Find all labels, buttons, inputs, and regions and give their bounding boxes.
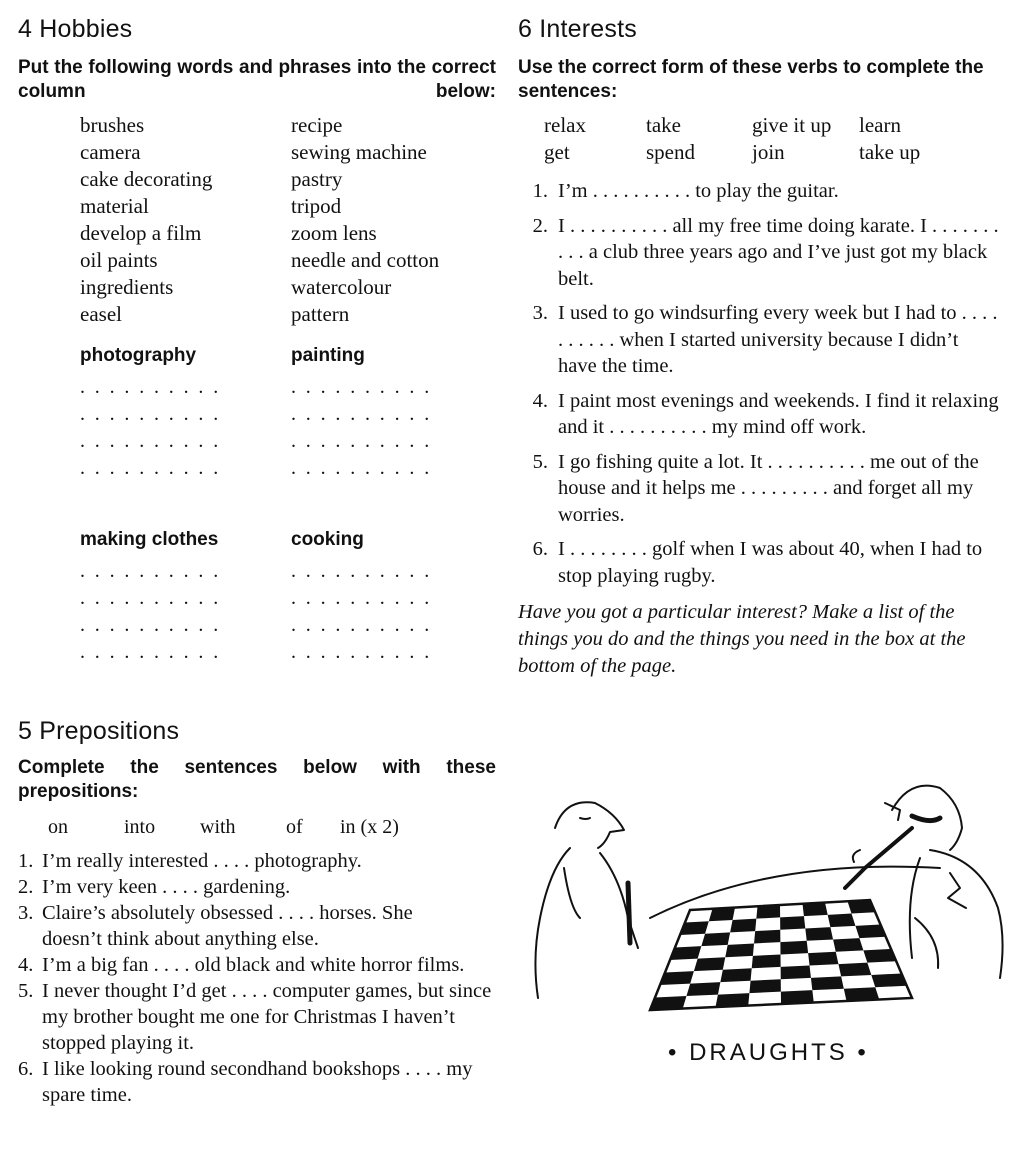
closing-prompt: Have you got a particular interest? Make a list of the things you do and the things you need in the box at the bottom of the page. bbox=[518, 601, 966, 677]
preposition-word: with bbox=[200, 816, 236, 838]
draughts-drawing bbox=[520, 758, 1010, 1088]
sentence-text: I never thought I’d get . . . . computer games, but since my brother bought me one for Christmas I haven’t stopped playing it. bbox=[42, 980, 492, 1054]
word-item: develop a film bbox=[80, 221, 202, 245]
category-cooking bbox=[291, 526, 432, 666]
board-square bbox=[720, 968, 751, 982]
word-item: needle and cotton bbox=[291, 248, 440, 272]
board-square bbox=[805, 927, 833, 941]
sentence-item bbox=[518, 388, 1000, 441]
word-item: ingredients bbox=[80, 275, 174, 299]
board-square bbox=[694, 957, 725, 971]
hobbies-word-list bbox=[18, 112, 496, 330]
word-column-1 bbox=[80, 112, 212, 328]
word-item: sewing machine bbox=[291, 140, 427, 164]
board-square bbox=[838, 963, 871, 977]
word-item: zoom lens bbox=[291, 221, 377, 245]
sentence-text: I paint most evenings and weekends. I find it relaxing and it . . . . . . . . . . my mind off work. bbox=[558, 389, 999, 438]
answer-blank[interactable]: . . . . . . . . . . bbox=[80, 403, 221, 425]
sentence-number: 4. bbox=[532, 389, 548, 412]
board-square bbox=[754, 930, 780, 944]
right-column bbox=[518, 0, 1000, 680]
draughts-illustration bbox=[520, 758, 1010, 1088]
sentence-item bbox=[18, 978, 496, 1056]
board-square bbox=[730, 919, 756, 933]
verb-word: join bbox=[752, 140, 785, 164]
board-square bbox=[844, 987, 879, 1001]
sentence-item bbox=[518, 178, 1000, 205]
board-square bbox=[749, 979, 780, 993]
board-square bbox=[871, 974, 906, 988]
answer-blank[interactable]: . . . . . . . . . . bbox=[291, 560, 432, 582]
board-square bbox=[780, 916, 805, 930]
board-square bbox=[686, 982, 720, 996]
answer-blank[interactable]: . . . . . . . . . . bbox=[80, 457, 221, 479]
sentence-text: I’m really interested . . . . photography. bbox=[42, 850, 362, 872]
sentence-number: 2. bbox=[532, 214, 548, 237]
word-item: material bbox=[80, 194, 149, 218]
preposition-sentences bbox=[18, 848, 496, 1108]
sentence-text: I go fishing quite a lot. It . . . . . . . . . . me out of the house and it helps me . . . . . . . . . and forget all my worries. bbox=[558, 450, 979, 526]
sentence-item bbox=[518, 213, 1000, 293]
board-square bbox=[811, 976, 844, 990]
sentence-number: 1. bbox=[532, 180, 548, 202]
sentence-item bbox=[518, 300, 1000, 380]
illustration-caption: • DRAUGHTS • bbox=[668, 1039, 869, 1066]
word-item: pastry bbox=[291, 167, 343, 191]
board-square bbox=[701, 932, 730, 946]
sentence-number: 3. bbox=[532, 302, 548, 324]
category-heading: painting bbox=[291, 345, 365, 366]
sentence-text: I . . . . . . . . golf when I was about 40, when I had to stop playing rugby. bbox=[558, 538, 983, 587]
answer-blank[interactable]: . . . . . . . . . . bbox=[291, 614, 432, 636]
section-5-instruction: Complete the sentences below with these prepositions: bbox=[18, 757, 496, 802]
word-item: watercolour bbox=[291, 275, 392, 299]
verb-word: relax bbox=[544, 113, 586, 137]
sentence-number: 6. bbox=[532, 538, 548, 560]
answer-blank[interactable]: . . . . . . . . . . bbox=[291, 403, 432, 425]
sentence-item bbox=[518, 536, 1000, 589]
sentence-number: 5. bbox=[18, 980, 34, 1002]
sentence-item bbox=[18, 900, 496, 952]
preposition-list bbox=[18, 812, 496, 842]
board-square bbox=[756, 905, 780, 919]
section-6-title: 6 Interests bbox=[518, 15, 637, 43]
category-heading: making clothes bbox=[80, 529, 219, 550]
category-block-1 bbox=[18, 342, 496, 502]
answer-blank[interactable]: . . . . . . . . . . bbox=[291, 587, 432, 609]
answer-blank[interactable]: . . . . . . . . . . bbox=[80, 376, 221, 398]
board-square bbox=[855, 925, 885, 939]
sentence-item bbox=[18, 1056, 496, 1108]
sentence-text: I’m . . . . . . . . . . to play the guitar. bbox=[558, 180, 839, 202]
preposition-word: on bbox=[48, 816, 68, 838]
answer-blank[interactable]: . . . . . . . . . . bbox=[291, 376, 432, 398]
category-block-2 bbox=[18, 526, 496, 686]
interest-sentences bbox=[518, 178, 1000, 589]
board-square bbox=[803, 903, 828, 917]
sentence-item bbox=[518, 449, 1000, 529]
answer-blank[interactable]: . . . . . . . . . . bbox=[291, 430, 432, 452]
board-square bbox=[752, 955, 781, 969]
answer-blank[interactable]: . . . . . . . . . . bbox=[80, 430, 221, 452]
category-heading: photography bbox=[80, 345, 197, 366]
category-heading: cooking bbox=[291, 529, 364, 550]
answer-blank[interactable]: . . . . . . . . . . bbox=[80, 614, 221, 636]
word-item: brushes bbox=[80, 113, 145, 137]
board-square bbox=[828, 914, 856, 928]
word-item: camera bbox=[80, 140, 141, 164]
board-square bbox=[716, 993, 750, 1007]
sentence-number: 1. bbox=[18, 850, 34, 872]
section-6-instruction: Use the correct form of these verbs to complete the sentences: bbox=[518, 57, 984, 102]
board-square bbox=[863, 949, 896, 963]
word-column-2 bbox=[291, 112, 439, 328]
sentence-item bbox=[18, 952, 496, 978]
verb-word: learn bbox=[859, 113, 901, 137]
sentence-number: 6. bbox=[18, 1058, 34, 1080]
answer-blank[interactable]: . . . . . . . . . . bbox=[80, 587, 221, 609]
board-square bbox=[650, 996, 686, 1010]
answer-blank[interactable]: . . . . . . . . . . bbox=[291, 457, 432, 479]
left-column bbox=[18, 0, 496, 1108]
board-square bbox=[808, 952, 838, 966]
sentence-item bbox=[18, 874, 496, 900]
draughts-board bbox=[650, 900, 912, 1010]
word-item: tripod bbox=[291, 194, 342, 218]
verb-word: get bbox=[544, 140, 570, 164]
section-4-title: 4 Hobbies bbox=[18, 15, 133, 43]
preposition-word: in (x 2) bbox=[340, 816, 399, 838]
verb-word: take bbox=[646, 113, 681, 137]
answer-blank[interactable]: . . . . . . . . . . bbox=[80, 641, 221, 663]
verb-box bbox=[518, 112, 1000, 168]
board-square bbox=[709, 908, 735, 922]
verb-word: take up bbox=[859, 140, 921, 164]
sentence-text: I’m a big fan . . . . old black and white horror films. bbox=[42, 954, 465, 976]
verb-word: spend bbox=[646, 140, 695, 164]
sentence-number: 3. bbox=[18, 902, 34, 924]
board-square bbox=[781, 990, 814, 1004]
section-4-instruction: Put the following words and phrases into the correct column below: bbox=[18, 57, 496, 102]
word-item: easel bbox=[80, 302, 122, 326]
verb-word: give it up bbox=[752, 113, 832, 137]
board-square bbox=[725, 943, 754, 957]
board-square bbox=[780, 941, 808, 955]
sentence-text: I . . . . . . . . . . all my free time doing karate. I . . . . . . . . . . a club three years ago and I’ve just got my black belt. bbox=[558, 214, 999, 290]
answer-blank[interactable]: . . . . . . . . . . bbox=[80, 560, 221, 582]
word-item: oil paints bbox=[80, 248, 158, 272]
preposition-word: into bbox=[124, 816, 156, 838]
word-item: cake decorating bbox=[80, 167, 213, 191]
sentence-text: I’m very keen . . . . gardening. bbox=[42, 876, 291, 898]
board-square bbox=[833, 938, 863, 952]
board-square bbox=[660, 971, 694, 985]
word-item: recipe bbox=[291, 113, 343, 137]
sentence-number: 5. bbox=[532, 450, 548, 473]
word-item: pattern bbox=[291, 302, 350, 326]
category-photography bbox=[80, 342, 221, 482]
category-making-clothes bbox=[80, 526, 221, 666]
preposition-word: of bbox=[286, 816, 303, 838]
sentence-number: 2. bbox=[18, 876, 34, 898]
answer-blank[interactable]: . . . . . . . . . . bbox=[291, 641, 432, 663]
sentence-text: Claire’s absolutely obsessed . . . . horses. She doesn’t think about anything else. bbox=[42, 902, 413, 950]
sentence-text: I used to go windsurfing every week but I had to . . . . . . . . . . when I started university because I didn’t have the time. bbox=[558, 302, 998, 377]
sentence-item bbox=[18, 848, 496, 874]
section-5-title: 5 Prepositions bbox=[18, 717, 180, 745]
sentence-number: 4. bbox=[18, 954, 34, 976]
board-square bbox=[781, 965, 811, 979]
category-painting bbox=[291, 342, 432, 482]
sentence-text: I like looking round secondhand bookshops . . . . my spare time. bbox=[42, 1058, 473, 1106]
